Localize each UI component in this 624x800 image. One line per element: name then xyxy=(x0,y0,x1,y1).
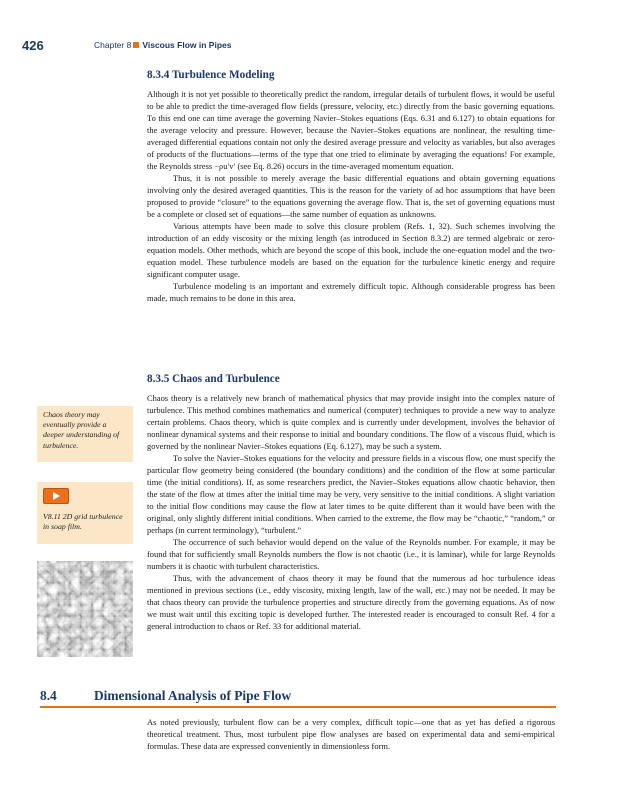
running-head xyxy=(22,38,602,54)
paragraph: Chaos theory is a relatively new branch of mathematical physics that may provide insight into the complex nature of turbulence. This method combines mathematics and numerical (computer) techniques to provide a new way to analyze certain problems. Chaos theory, which is quite complex and is currently under development, involves the behavior of nonlinear dynamical systems and their response to initial and boundary conditions. The flow of a viscous fluid, which is governed by the nonlinear Navier–Stokes equations (Eq. 6.127), may be such a system. xyxy=(147,393,555,451)
section-8-4-heading xyxy=(40,688,556,706)
margin-note-chaos: Chaos theory may eventually provide a deeper understanding of turbulence. xyxy=(37,406,133,462)
section-number: 8.4 xyxy=(40,688,57,703)
section-8-4-body xyxy=(147,716,555,752)
section-title xyxy=(40,688,556,706)
paragraph: Various attempts have been made to solve this closure problem (Refs. 1, 32). Such schemes involving the introduction of an eddy viscosity or the mixing length (as introduced in Section 8.3.2) are termed algebraic or zero-equation models. Other methods, which are beyond the scope of this book, include the one-equation model and the two-equation model. These turbulence models are based on the equation for the turbulence kinetic energy and require significant computer usage. xyxy=(147,221,555,279)
page-number: 426 xyxy=(22,38,44,53)
paragraph: Turbulence modeling is an important and extremely difficult topic. Although considerable progress has been made, much remains to be done in this area. xyxy=(147,281,555,303)
section-8-3-4 xyxy=(147,69,555,304)
margin-note-video[interactable] xyxy=(37,482,133,544)
chapter-number: Chapter 8 xyxy=(94,40,132,50)
section-rule xyxy=(40,706,556,708)
paragraph: Thus, it is not possible to merely average the basic differential equations and obtain governing equations involving only the desired averaged quantities. This is the reason for the variety of ad hoc assumptions that have been proposed to provide “closure” to the equations governing the average flow. That is, the set of governing equations must be a complete or closed set of equations—the same number of equation as unknowns. xyxy=(147,173,555,219)
section-name: Dimensional Analysis of Pipe Flow xyxy=(94,688,292,703)
paragraph: As noted previously, turbulent flow can be a very complex, difficult topic—one that as yet has defied a rigorous theoretical treatment. Thus, most turbulent pipe flow analyses are based on experimental data and semi-empirical formulas. These data are expressed conveniently in dimensionless form. xyxy=(147,717,555,751)
play-video-icon[interactable] xyxy=(43,488,69,504)
section-8-3-5 xyxy=(147,373,555,632)
soap-film-turbulence-image xyxy=(37,561,133,657)
section-heading: 8.3.4 Turbulence Modeling xyxy=(147,69,275,81)
bullet-square-icon xyxy=(133,42,139,48)
paragraph: Although it is not yet possible to theoretically predict the random, irregular details of turbulent flows, it would be useful to be able to predict the time-averaged flow fields (pressure, velocity, etc.) directly from the basic governing equations. To this end one can time average the governing Navier–Stokes equations (Eqs. 6.31 and 6.127) to obtain equations for the average velocity and pressure. However, because the Navier–Stokes equations are nonlinear, the resulting time-averaged differential equations contain not only the desired average pressure and velocity as variables, but also averages of products of the fluctuations—terms of the type that one tried to eliminate by averaging the equations! For example, the Reynolds stress −ρu′v′ (see Eq. 8.26) occurs in the time-averaged momentum equation. xyxy=(147,89,555,171)
video-caption: V8.11 2D grid turbulence in soap film. xyxy=(43,512,123,532)
chapter-label xyxy=(94,40,231,50)
paragraph: The occurrence of such behavior would depend on the value of the Reynolds number. For example, it may be found that for sufficiently small Reynolds numbers the flow is not chaotic (i.e., it is laminar), while for large Reynolds numbers it is chaotic with turbulent characteristics. xyxy=(147,537,555,571)
paragraph: Thus, with the advancement of chaos theory it may be found that the numerous ad hoc turbulence ideas mentioned in previous sections (i.e., eddy viscosity, mixing length, law of the wall, etc.) may not be needed. It may be that chaos theory can provide the turbulence properties and structure directly from the governing equations. As of now we must wait until this exciting topic is developed further. The interested reader is encouraged to consult Ref. 4 for a general introduction to chaos or Ref. 33 for additional material. xyxy=(147,573,555,631)
chapter-title: Viscous Flow in Pipes xyxy=(142,40,232,50)
paragraph: To solve the Navier–Stokes equations for the velocity and pressure fields in a viscous flow, one must specify the particular flow geometry being considered (the boundary conditions) and the condition of the flow at some particular time (the initial conditions). If, as some researchers predict, the Navier–Stokes equations allow chaotic behavior, then the state of the flow at times after the initial time may be very, very sensitive to the initial conditions. A slight variation to the initial flow conditions may cause the flow at later times to be quite different than it would have been with the original, only slightly different initial conditions. When carried to the extreme, the flow may be “chaotic,” “random,” or perhaps (in current terminology), “turbulent.” xyxy=(147,453,555,535)
section-heading: 8.3.5 Chaos and Turbulence xyxy=(147,373,280,385)
